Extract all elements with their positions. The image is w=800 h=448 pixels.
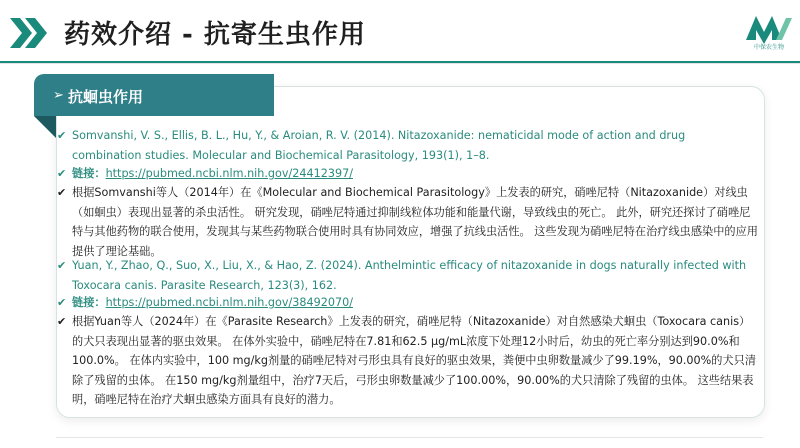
logo-text: 中保农生物 <box>753 44 784 51</box>
double-chevron-icon <box>10 18 50 48</box>
footer-divider <box>56 437 763 438</box>
section-title: 抗蛔虫作用 <box>68 88 144 106</box>
summary-text: 根据Yuan等人（2024年）在《Parasite Research》上发表的研究，硝唑尼特（Nitazoxanide）对自然感染犬蛔虫（Toxocara canis）的犬只表现出显著的驱虫效果。 在体外实验中，硝唑尼特在7.81和62.5 μg/mL浓度下处理12小时后，幼虫的死亡率分别达到90.0%和100.0%。 在体内实验中，100 mg/kg剂量的硝唑尼特对弓形虫具有良好的驱虫效果，粪便中虫卵数量减少了99.19%，90.00%的犬只清除了残留的虫体。 在150 mg/kg剂量组中，治疗7天后，弓形虫卵数量减少了100.00%，90.00%的犬只清除了残留的虫体。 这些结果表明，硝唑尼特在治疗犬蛔虫感染方面具有良好的潜力。 <box>72 315 757 406</box>
check-icon: ✔ <box>57 259 67 272</box>
summary-item <box>57 312 758 410</box>
check-icon: ✔ <box>57 296 67 309</box>
summary-text: 根据Somvanshi等人（2014年）在《Molecular and Biochemical Parasitology》上发表的研究，硝唑尼特（Nitazoxanide）对线虫（如蛔虫）表现出显著的杀虫活性。 研究发现，硝唑尼特通过抑制线粒体功能和能量代谢，导致线虫的死亡。 此外，研究还探讨了硝唑尼特与其他药物的联合使用，发现其与某些药物联合使用时具有协同效应，增强了抗线虫活性。 这些发现为硝唑尼特在治疗线虫感染中的应用提供了理论基础。 <box>72 186 758 258</box>
arrow-right-icon: ➢ <box>53 88 64 103</box>
citation-text: Somvanshi, V. S., Ellis, B. L., Hu, Y., & Aroian, R. V. (2014). Nitazoxanide: nematicidal mode of action and drug combination studies. Molecular and Biochemical Parasitology, 193(1), 1–8. <box>72 129 686 162</box>
citation-item <box>57 126 758 165</box>
link-label: 链接： <box>72 167 106 180</box>
summary-item <box>57 183 758 261</box>
check-icon: ✔ <box>57 186 67 199</box>
pubmed-link[interactable]: https://pubmed.ncbi.nlm.nih.gov/38492070/ <box>105 296 353 309</box>
check-icon: ✔ <box>57 167 67 180</box>
title-divider-shadow <box>0 63 800 64</box>
citation-text: Yuan, Y., Zhao, Q., Suo, X., Liu, X., & Hao, Z. (2024). Anthelmintic efficacy of nitazoxanide in dogs naturally infected with Toxocara canis. Parasite Research, 123(3), 162. <box>72 259 747 292</box>
citation-item <box>57 256 758 295</box>
link-item <box>57 293 758 313</box>
check-icon: ✔ <box>57 129 67 142</box>
link-item <box>57 164 758 184</box>
link-label: 链接： <box>72 296 106 309</box>
pubmed-link[interactable]: https://pubmed.ncbi.nlm.nih.gov/24412397/ <box>105 167 353 180</box>
check-icon: ✔ <box>57 315 67 328</box>
page-title: 药效介绍 - 抗寄生虫作用 <box>64 20 366 50</box>
section-tab-fold <box>34 116 56 138</box>
